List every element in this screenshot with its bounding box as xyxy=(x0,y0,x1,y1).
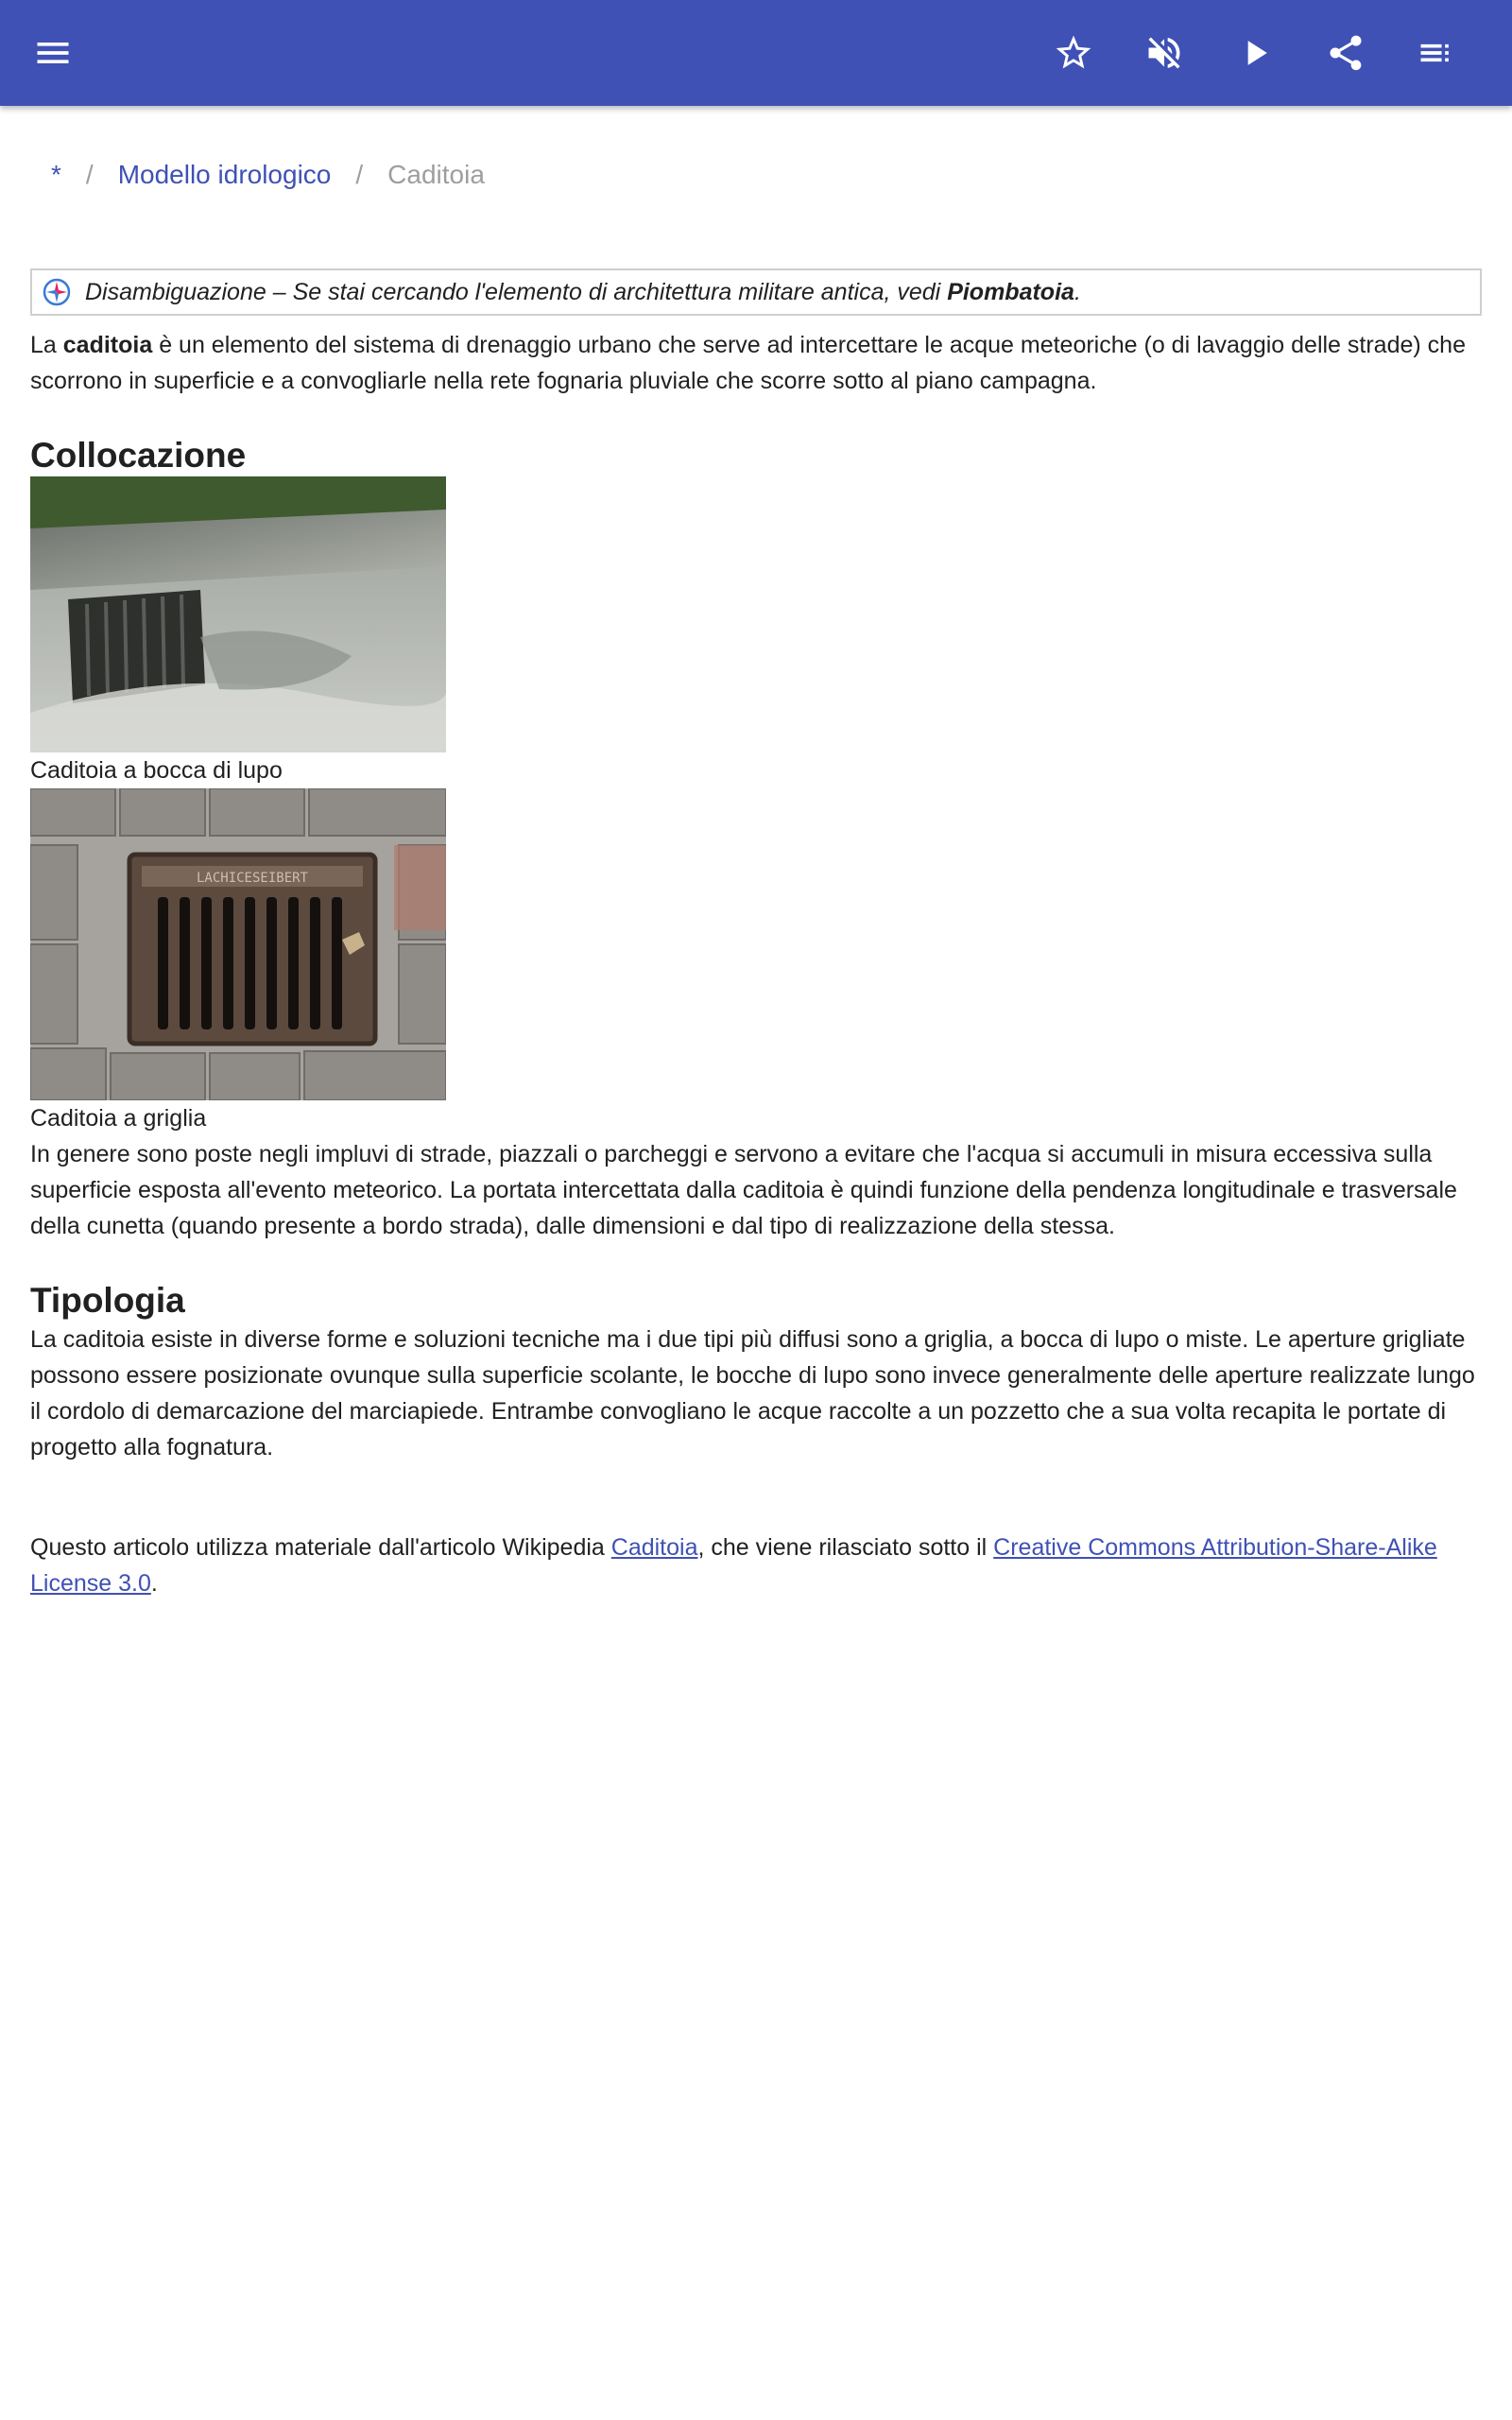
attribution-end: . xyxy=(150,1570,158,1597)
attribution-middle: , che viene rilasciato sotto il xyxy=(697,1534,994,1561)
intro-prefix: La xyxy=(30,332,63,358)
disambiguation-box xyxy=(30,268,1482,316)
breadcrumb-separator: / xyxy=(355,160,364,189)
license-link[interactable]: Creative Commons Attribution-Share-Alike License 3.0 xyxy=(30,1534,1437,1597)
app-bar xyxy=(0,0,1512,106)
breadcrumb-current: Caditoia xyxy=(387,160,485,189)
image-caption-griglia: Caditoia a griglia xyxy=(30,1105,207,1132)
share-button[interactable] xyxy=(1317,25,1374,81)
wikipedia-article-link[interactable]: Caditoia xyxy=(610,1534,698,1561)
disambiguation-text: Disambiguazione – Se stai cercando l'elemento di architettura militare antica, vedi xyxy=(85,278,948,305)
grate-inscription: LACHICESEIBERT xyxy=(196,871,309,886)
play-icon xyxy=(1234,32,1276,74)
breadcrumb-modello-idrologico[interactable]: Modello idrologico xyxy=(117,160,332,189)
play-button[interactable] xyxy=(1227,25,1283,81)
mute-button[interactable] xyxy=(1136,25,1193,81)
breadcrumb xyxy=(30,106,1482,268)
grate-inlet-image xyxy=(30,788,446,1100)
attribution-prefix: Questo articolo utilizza materiale dall'articolo Wikipedia xyxy=(30,1534,611,1561)
attribution-paragraph xyxy=(30,1530,1482,1601)
curb-inlet-image xyxy=(30,476,446,752)
breadcrumb-home[interactable]: * xyxy=(51,160,61,189)
star-icon xyxy=(1053,32,1094,74)
bookmark-button[interactable] xyxy=(1045,25,1102,81)
menu-icon xyxy=(32,32,74,74)
breadcrumb-separator: / xyxy=(85,160,94,189)
section-title-tipologia: Tipologia xyxy=(30,1281,185,1320)
image-caption-bocca-di-lupo: Caditoia a bocca di lupo xyxy=(30,757,283,784)
playlist-icon xyxy=(1416,32,1457,74)
disambiguation-icon xyxy=(42,277,72,307)
menu-button[interactable] xyxy=(25,25,81,81)
intro-term: caditoia xyxy=(62,332,153,358)
article-content xyxy=(30,106,1482,1601)
section-title-collocazione: Collocazione xyxy=(30,436,247,475)
tipologia-paragraph: La caditoia esiste in diverse forme e soluzioni tecniche ma i due tipi più diffusi sono a griglia, a bocca di lupo o miste. Le aperture grigliate possono essere posizionate ovunque sulla superficie scolante, le bocche di lupo sono invece generalmente delle aperture realizzate lungo il cordolo di demarcazione del marciapiede. Entrambe convogliano le acque raccolte a un pozzetto che a sua volta recapita le portate di progetto alla fognatura. xyxy=(30,1326,1475,1461)
collocazione-paragraph: In genere sono poste negli impluvi di strade, piazzali o parcheggi e servono a evitare che l'acqua si accumuli in misura eccessiva sulla superficie esposta all'evento meteorico. La portata intercettata dalla caditoia è quindi funzione della pendenza longitudinale e trasversale della cunetta (quando presente a bordo strada), dalle dimensioni e dal tipo di realizzazione della stessa. xyxy=(30,1141,1457,1239)
contents-button[interactable] xyxy=(1408,25,1465,81)
intro-paragraph xyxy=(30,327,1482,399)
share-icon xyxy=(1325,32,1366,74)
disambiguation-end: . xyxy=(1074,278,1081,305)
volume-off-icon xyxy=(1143,32,1185,74)
piombatoia-link[interactable]: Piombatoia xyxy=(947,278,1074,305)
intro-rest: è un elemento del sistema di drenaggio urbano che serve ad intercettare le acque meteoriche (o di lavaggio delle strade) che scorrono in superficie e a convogliarle nella rete fognaria pluviale che scorre sotto al piano campagna. xyxy=(30,332,1466,394)
